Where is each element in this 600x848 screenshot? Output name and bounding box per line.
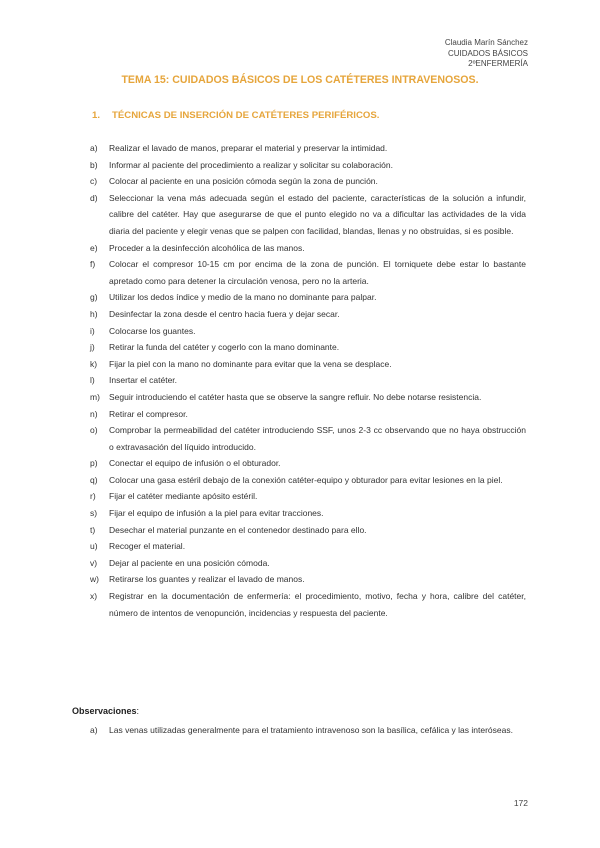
list-item <box>90 372 526 389</box>
list-item-text: Colocar el compresor 10-15 cm por encima de la zona de punción. El torniquete debe estar lo bastante apretado como para detener la circulación venosa, pero no la arteria. <box>109 259 526 286</box>
observations-list <box>90 722 526 739</box>
list-item-text: Registrar en la documentación de enfermería: el procedimiento, motivo, fecha y hora, calibre del catéter, número de intentos de venopunción, incidencias y respuesta del paciente. <box>109 591 526 618</box>
observations-label: Observaciones <box>72 706 137 716</box>
list-item <box>90 522 526 539</box>
list-item-text: Colocarse los guantes. <box>109 325 196 336</box>
list-item <box>90 190 526 240</box>
list-item-text: Utilizar los dedos índice y medio de la mano no dominante para palpar. <box>109 292 377 303</box>
list-item <box>90 538 526 555</box>
list-item-marker: t) <box>90 524 96 535</box>
procedure-steps-list <box>90 140 526 621</box>
list-item-text: Fijar el catéter mediante apósito estéril. <box>109 491 258 502</box>
list-item-marker: x) <box>90 591 98 602</box>
list-item-text: Retirar el compresor. <box>109 408 188 419</box>
header-author: Claudia Marín Sánchez <box>444 38 528 47</box>
list-item <box>90 140 526 157</box>
list-item-text: Recoger el material. <box>109 541 186 552</box>
list-item-text: Desechar el material punzante en el contenedor destinado para ello. <box>109 524 367 535</box>
list-item <box>90 571 526 588</box>
list-item-marker: h) <box>90 308 98 319</box>
list-item-marker: g) <box>90 292 98 303</box>
list-item-marker: m) <box>90 391 100 402</box>
list-item <box>90 422 526 455</box>
list-item-marker: e) <box>90 242 98 253</box>
list-item-marker: b) <box>90 159 98 170</box>
section-number: 1. <box>92 110 101 121</box>
list-item-text: Proceder a la desinfección alcohólica de las manos. <box>109 242 305 253</box>
list-item-marker: v) <box>90 557 98 568</box>
list-item <box>90 289 526 306</box>
list-item-marker: c) <box>90 176 98 187</box>
document-title: TEMA 15: CUIDADOS BÁSICOS DE LOS CATÉTERES INTRAVENOSOS. <box>121 74 479 86</box>
list-item <box>90 173 526 190</box>
list-item <box>90 240 526 257</box>
list-item-marker: a) <box>90 725 98 735</box>
list-item-marker: k) <box>90 358 98 369</box>
list-item-text: Informar al paciente del procedimiento a realizar y solicitar su colaboración. <box>109 159 393 170</box>
list-item-marker: j) <box>90 342 95 353</box>
list-item <box>90 555 526 572</box>
list-item-marker: l) <box>90 375 95 386</box>
list-item-marker: q) <box>90 474 98 485</box>
observations-heading <box>72 706 139 716</box>
list-item-text: Colocar una gasa estéril debajo de la conexión catéter-equipo y obturador para evitar lesiones en la piel. <box>109 474 503 485</box>
page-number: 172 <box>513 798 528 808</box>
list-item-marker: f) <box>90 259 96 270</box>
list-item <box>90 472 526 489</box>
list-item <box>90 356 526 373</box>
list-item <box>90 389 526 406</box>
list-item-text: Colocar al paciente en una posición cómoda según la zona de punción. <box>109 176 378 187</box>
list-item-text: Retirarse los guantes y realizar el lavado de manos. <box>109 574 305 585</box>
observations-colon: : <box>136 706 140 716</box>
list-item-text: Realizar el lavado de manos, preparar el material y preservar la intimidad. <box>109 143 388 153</box>
list-item <box>90 323 526 340</box>
header-subject: CUIDADOS BÁSICOS <box>447 48 528 58</box>
list-item <box>90 306 526 323</box>
list-item-text: Fijar la piel con la mano no dominante para evitar que la vena se desplace. <box>109 358 392 369</box>
section-heading <box>92 110 379 121</box>
list-item-marker: r) <box>90 491 96 502</box>
list-item <box>90 406 526 423</box>
list-item <box>90 488 526 505</box>
list-item-marker: d) <box>90 192 98 203</box>
list-item <box>90 722 526 739</box>
list-item-text: Seleccionar la vena más adecuada según el estado del paciente, características de la solución a infundir, calibre del catéter. Hay que asegurarse de que el punto elegido no va a dificultar las actividades de la vida diaria del paciente y elegir venas que se palpen con facilidad, blandas, llenas y no obstruidas, si es posible. <box>109 192 526 236</box>
list-item <box>90 588 526 621</box>
list-item-text: Las venas utilizadas generalmente para el tratamiento intravenoso son la basílica, cefálica y las interóseas. <box>109 725 513 735</box>
list-item-marker: n) <box>90 408 98 419</box>
list-item-marker: a) <box>90 143 98 153</box>
list-item-text: Insertar el catéter. <box>109 375 178 386</box>
page-header <box>445 38 528 70</box>
list-item <box>90 256 526 289</box>
list-item-text: Dejar al paciente en una posición cómoda. <box>109 557 270 568</box>
list-item-marker: w) <box>90 574 99 585</box>
list-item-marker: o) <box>90 425 98 436</box>
list-item <box>90 339 526 356</box>
list-item-marker: u) <box>90 541 98 552</box>
list-item-marker: p) <box>90 458 98 469</box>
header-course: 2ºENFERMERÍA <box>468 59 528 68</box>
list-item <box>90 157 526 174</box>
list-item-text: Retirar la funda del catéter y cogerlo con la mano dominante. <box>109 342 340 353</box>
list-item-text: Comprobar la permeabilidad del catéter introduciendo SSF, unos 2-3 cc observando que no haya obstrucción o extravasación del líquido introducido. <box>109 425 526 452</box>
list-item-marker: i) <box>90 325 95 336</box>
section-title: TÉCNICAS DE INSERCIÓN DE CATÉTERES PERIFÉRICOS. <box>112 110 380 121</box>
list-item <box>90 455 526 472</box>
list-item-text: Desinfectar la zona desde el centro hacia fuera y dejar secar. <box>109 308 340 319</box>
list-item-marker: s) <box>90 508 98 519</box>
list-item-text: Fijar el equipo de infusión a la piel para evitar tracciones. <box>109 508 324 519</box>
list-item-text: Seguir introduciendo el catéter hasta que se observe la sangre refluir. No debe notarse resistencia. <box>109 391 482 402</box>
list-item-text: Conectar el equipo de infusión o el obturador. <box>109 458 281 469</box>
list-item <box>90 505 526 522</box>
